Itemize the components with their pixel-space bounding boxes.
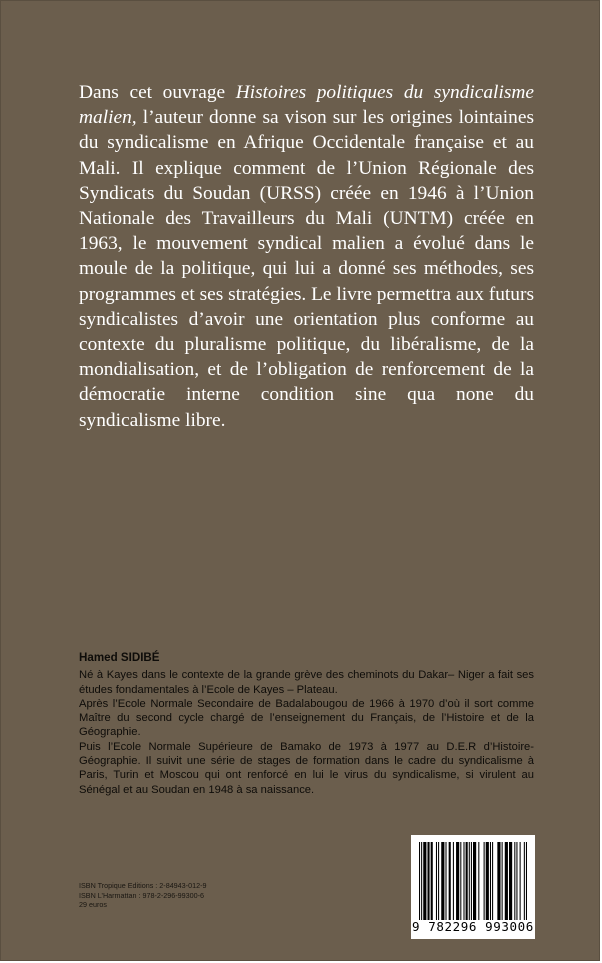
barcode-bar <box>514 842 515 920</box>
barcode-bar <box>419 842 420 920</box>
barcode-bar <box>505 842 508 920</box>
barcode-bar <box>421 842 422 920</box>
price: 29 euros <box>79 900 107 910</box>
bio-paragraph: Après l’Ecole Normale Secondaire de Badalabougou de 1966 à 1970 d’où il sort comme Maître du second cycle chargé de l’enseignement du Français, de l’Histoire et de la Géographie. <box>79 697 534 739</box>
barcode-bar <box>520 842 521 920</box>
barcode-bar <box>460 842 461 920</box>
barcode-bar <box>473 842 476 920</box>
barcode-bar <box>509 842 512 920</box>
barcode-bar <box>526 842 527 920</box>
barcode-bar <box>436 842 437 920</box>
isbn-harmattan: ISBN L’Harmattan : 978-2-296-99300-6 <box>79 890 205 900</box>
barcode-bar <box>438 842 439 920</box>
book-summary <box>79 80 534 433</box>
barcode-bar <box>431 842 433 920</box>
barcode-bar <box>449 842 451 920</box>
isbn-tropiques: ISBN Tropique Editions : 2-84943-012-9 <box>79 881 207 890</box>
barcode-bar <box>484 842 485 920</box>
barcode-bar <box>453 842 454 920</box>
summary-body: l’auteur donne sa vison sur les origines lointaines du syndicalisme en Afrique Occidentale française et au Mali. Il explique comment de l’Union Régionale des Syndicats du Soudan (URSS) créée en 1946 à l’Union Nationale des Travailleurs du Mali (UNTM) créée en 1963, le mouvement syndical malien a évolué dans le moule de la politique, qui lui a donné ses méthodes, ses programmes et ses stratégies. Le livre permettra aux futurs syndicalistes d’avoir une orientation plus conforme au contexte du pluralisme politique, du libéralisme, de la mondialisation, et de l’obligation de renforcement de la démocratie interne condition sine qua none du syndicalisme libre. <box>79 107 534 431</box>
barcode-bars <box>419 842 527 920</box>
barcode-bar <box>427 842 429 920</box>
summary-intro: Dans cet ouvrage <box>79 82 226 103</box>
barcode <box>411 835 535 939</box>
barcode-bar <box>516 842 517 920</box>
barcode-bar <box>486 842 489 920</box>
barcode-bar <box>441 842 444 920</box>
barcode-bar <box>524 842 525 920</box>
barcode-bar <box>497 842 500 920</box>
barcode-bar <box>469 842 470 920</box>
barcode-bar <box>471 842 472 920</box>
barcode-bar <box>466 842 468 920</box>
barcode-bar <box>456 842 459 920</box>
barcode-number: 9 782296 993006 <box>412 919 534 934</box>
barcode-bar <box>490 842 491 920</box>
barcode-bar <box>502 842 503 920</box>
barcode-bar <box>478 842 479 920</box>
barcode-bar <box>423 842 426 920</box>
barcode-bar <box>445 842 446 920</box>
barcode-bar <box>492 842 493 920</box>
isbn-block <box>79 881 206 910</box>
book-title: Histoires politiques du syndicalisme malien, <box>79 82 534 129</box>
bio-paragraph: Né à Kayes dans le contexte de la grande grève des cheminots du Dakar– Niger a fait ses études fondamentales à l’Ecole de Kayes – Plateau. <box>79 669 534 696</box>
bio-paragraph: Puis l’Ecole Normale Supérieure de Bamako de 1973 à 1977 au D.E.R d’Histoire-Géographie. Il suivit une série de stages de formation dans le cadre du syndicalisme à Paris, Turin et Moscou qui ont renforcé en lui le virus du syndicalisme, si virulent au Sénégal et au Soudan en 1948 à sa naissance. <box>79 740 534 796</box>
author-biography <box>79 651 534 797</box>
barcode-bar <box>463 842 464 920</box>
author-name: Hamed SIDIBÉ <box>79 651 160 664</box>
